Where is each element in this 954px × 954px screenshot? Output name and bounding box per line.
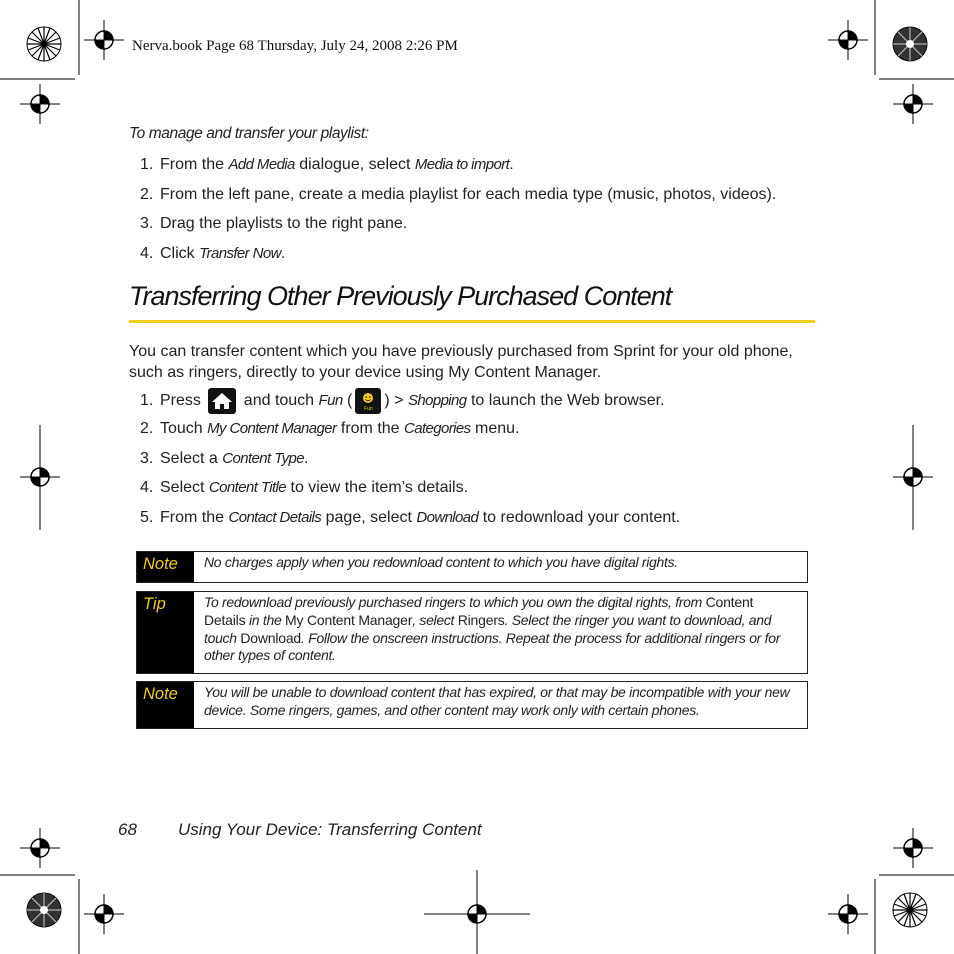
- callout-text: No charges apply when you redownload content to which you have digital rights.: [204, 554, 678, 570]
- list-item: 3. Drag the playlists to the right pane.: [140, 215, 408, 233]
- tip-callout: [136, 591, 808, 674]
- list-item: 4. Click Transfer Now.: [140, 245, 286, 263]
- list-item: 1. Press and touch Fun ( Fun ) > Shopping to launch the Web browser.: [140, 388, 680, 420]
- section-body: You can transfer content which you have previously purchased from Sprint for your old phone, such as ringers, directly to your device using My Content Manager.: [129, 343, 793, 381]
- list-item: 1. From the Add Media dialogue, select Media to import.: [140, 156, 514, 173]
- page-number: 68: [118, 820, 137, 839]
- list-item: 2. Touch My Content Manager from the Categories menu.: [140, 420, 520, 437]
- section-steps: [140, 388, 680, 539]
- callout-text: You will be unable to download content that has expired, or that may be incompatible with your new device. Some ringers, games, and other content may work only with certain phones.: [204, 684, 790, 718]
- playlist-steps: [140, 156, 776, 275]
- list-item: 3. Select a Content Type.: [140, 449, 309, 467]
- list-item: 2. From the left pane, create a media playlist for each media type (music, photos, videos).: [140, 185, 777, 203]
- callout-text: To redownload previously purchased ringers to which you own the digital rights, from Content Details in the My Content Manager, select Ringers. Select the ringer you want to download, and touch Download. Follow the onscreen instructions. Repeat the process for additional ringers or for other types of content.: [204, 594, 781, 664]
- note-callout: [136, 681, 808, 729]
- callout-tag: Note: [137, 682, 194, 728]
- callout-tag: Tip: [137, 592, 194, 673]
- list-item: 5. From the Contact Details page, select Download to redownload your content.: [140, 509, 681, 527]
- print-header: Nerva.book Page 68 Thursday, July 24, 2008 2:26 PM: [132, 38, 458, 54]
- playlist-intro: To manage and transfer your playlist:: [129, 125, 369, 142]
- fun-smiley-icon: Fun: [355, 388, 381, 414]
- section-title: Transferring Other Previously Purchased Content: [129, 281, 672, 311]
- title-underline: [129, 320, 815, 323]
- note-callout: [136, 551, 808, 583]
- callout-tag: Note: [137, 552, 194, 582]
- home-icon: [208, 388, 236, 414]
- list-item: 4. Select Content Title to view the item’s details.: [140, 479, 469, 497]
- footer-title: Using Your Device: Transferring Content: [178, 820, 482, 839]
